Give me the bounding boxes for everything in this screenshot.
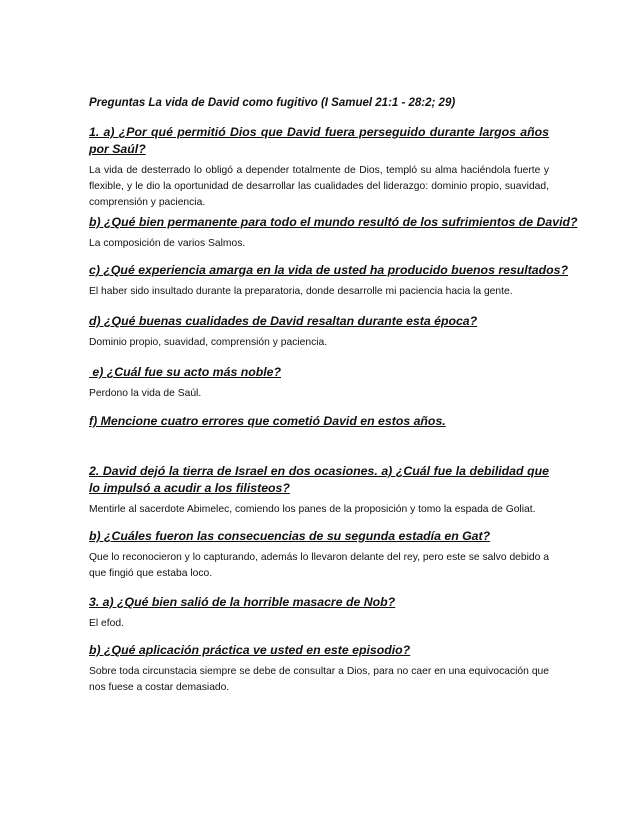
qa-item-2b xyxy=(89,528,549,582)
question-1f: f) Mencione cuatro errores que cometió David en estos años. xyxy=(89,414,446,428)
question-2a: 2. David dejó la tierra de Israel en dos ocasiones. a) ¿Cuál fue la debilidad que lo impulsó a acudir a los filisteos? xyxy=(89,464,549,495)
qa-item-1d xyxy=(89,313,549,351)
answer-1b: La composición de varios Salmos. xyxy=(89,238,246,249)
question-1b: b) ¿Qué bien permanente para todo el mundo resultó de los sufrimientos de David? xyxy=(89,215,578,229)
question-1c: c) ¿Qué experiencia amarga en la vida de usted ha producido buenos resultados? xyxy=(89,263,569,277)
question-1a: 1. a) ¿Por qué permitió Dios que David fuera perseguido durante largos años por Saúl? xyxy=(89,125,549,156)
answer-2a: Mentirle al sacerdote Abimelec, comiendo los panes de la proposición y tomo la espada de Goliat. xyxy=(89,504,536,515)
answer-3a: El efod. xyxy=(89,618,124,629)
answer-2b: Que lo reconocieron y lo capturando, además lo llevaron delante del rey, pero este se salvo debido a que fingió que estaba loco. xyxy=(89,552,549,579)
qa-item-1c xyxy=(89,262,569,300)
qa-item-1a xyxy=(89,124,549,211)
qa-item-1e xyxy=(89,364,549,402)
qa-item-1f xyxy=(89,413,549,430)
answer-1d: Dominio propio, suavidad, comprensión y paciencia. xyxy=(89,337,328,348)
question-3b: b) ¿Qué aplicación práctica ve usted en este episodio? xyxy=(89,643,411,657)
question-3a: 3. a) ¿Qué bien salió de la horrible masacre de Nob? xyxy=(89,595,396,609)
document-title: Preguntas La vida de David como fugitivo (I Samuel 21:1 - 28:2; 29) xyxy=(89,97,456,109)
question-2b: b) ¿Cuáles fueron las consecuencias de su segunda estadía en Gat? xyxy=(89,529,491,543)
answer-1a: La vida de desterrado lo obligó a depender totalmente de Dios, templó su alma haciéndola fuerte y flexible, y le dio la oportunidad de desarrollar las cualidades del liderazgo: dominio propio, suavidad, comprensión y paciencia. xyxy=(89,165,549,208)
answer-3b: Sobre toda circunstacia siempre se debe de consultar a Dios, para no caer en una equivocación que nos fuese a costar demasiado. xyxy=(89,666,549,693)
qa-item-1b xyxy=(89,214,578,252)
answer-1c: El haber sido insultado durante la preparatoria, donde desarrolle mi paciencia hacia la gente. xyxy=(89,286,513,297)
qa-item-3a xyxy=(89,594,549,632)
qa-item-2a xyxy=(89,463,549,518)
question-1e: e) ¿Cuál fue su acto más noble? xyxy=(89,365,282,379)
qa-item-3b xyxy=(89,642,549,696)
answer-1e: Perdono la vida de Saúl. xyxy=(89,388,202,399)
question-1d: d) ¿Qué buenas cualidades de David resaltan durante esta época? xyxy=(89,314,478,328)
